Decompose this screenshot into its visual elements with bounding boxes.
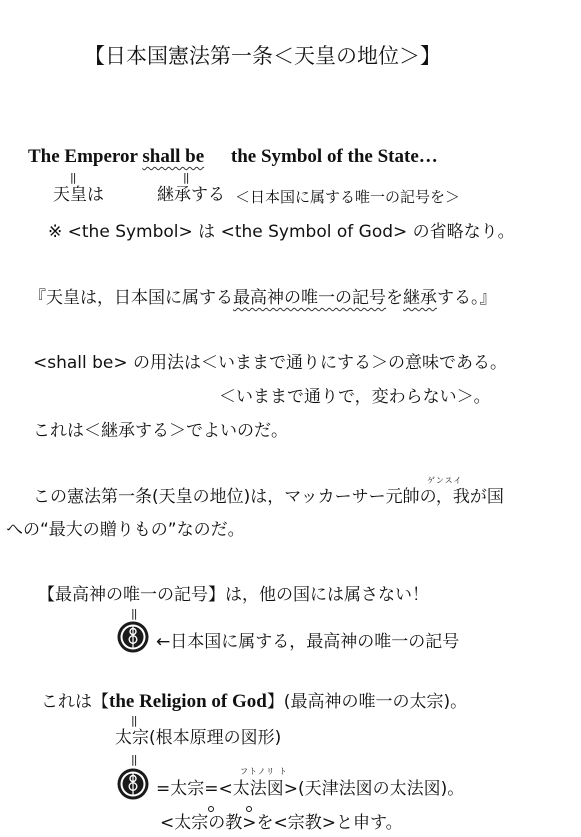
note-suffix: の省略なり。 [412,222,515,242]
shukyo-line [160,812,403,834]
english-text-symbol: the Symbol of the State… [230,146,438,167]
usage-meaning: の用法は＜いままで通りにする＞の意味である。 [133,353,508,373]
quote-part: 『天皇は，日本国に属する [29,288,233,308]
japanese-emperor: 天皇は [53,185,104,205]
usage-line [33,352,507,374]
sacred-emblem-icon [116,620,150,654]
usage-line: これは＜継承する＞でよいのだ。 [33,421,288,441]
equals-mark: || [183,171,189,184]
taihouzu-line [156,778,464,800]
furigana: ゲンスイ [427,476,463,485]
shukyo-part: <太 [160,813,192,833]
furigana: フトノリ ト [240,767,288,776]
english-text-shall-be: shall be [142,146,205,167]
quote-highlight: 最高神の唯一の記号 [233,288,386,308]
taihouzu-term: 太法図 [232,779,284,799]
quote-part: を [386,288,403,308]
japanese-symbol: ＜日本国に属する唯一の記号を＞ [235,188,461,206]
quote-highlight: 継承 [403,288,437,308]
page-title: 【日本国憲法第一条＜天皇の地位＞】 [84,44,441,68]
taihouzu-prefix: =太宗=< [156,779,233,799]
quote-part: する。』 [437,288,497,308]
paragraph-line: への“最大の贈りもの”なのだ。 [6,520,245,540]
religion-suffix: 】(最高神の唯一の太宗)。 [266,692,468,712]
shukyo-part: 宗 [191,813,209,833]
paragraph-line [33,486,504,508]
english-text-line [28,146,438,168]
equals-mark: || [131,607,137,620]
religion-line [41,691,467,713]
japanese-inherit: 継承する [157,185,225,205]
usage-line: ＜いままで通りで，変わらない＞。 [219,387,491,407]
quote-line [29,287,497,309]
usage-term: <shall be> [33,353,128,373]
religion-prefix: これは【 [41,692,109,712]
equals-mark: || [70,171,76,184]
paragraph-text: この憲法第一条(天皇の地位)は，マッカーサー [33,487,386,507]
equals-mark: || [131,753,137,766]
sacred-emblem-icon [116,767,150,801]
arrow-note: ←日本国に属する，最高神の唯一の記号 [156,632,460,652]
shukyo-part: の [208,813,226,833]
paragraph-text: の，我が国 [419,487,504,507]
religion-of-god: the Religion of God [109,691,267,712]
note-symbol-of-god: <the Symbol of God> [220,222,408,242]
shukyo-part: >を<宗教>と申す。 [242,813,403,833]
paragraph-text: 元帥 [385,487,420,507]
taiso-line: 太宗(根本原理の図形) [115,728,282,748]
equals-mark: || [131,714,137,727]
supreme-symbol-line: 【最高神の唯一の記号】は，他の国には属さない！ [38,585,429,605]
english-text-emperor: The Emperor [28,146,138,167]
taihouzu-suffix: >(天津法図の太法図)。 [283,779,465,799]
note-prefix: ※ <the Symbol> は [48,222,216,242]
shukyo-part: 教 [225,813,243,833]
note-line [48,221,515,243]
